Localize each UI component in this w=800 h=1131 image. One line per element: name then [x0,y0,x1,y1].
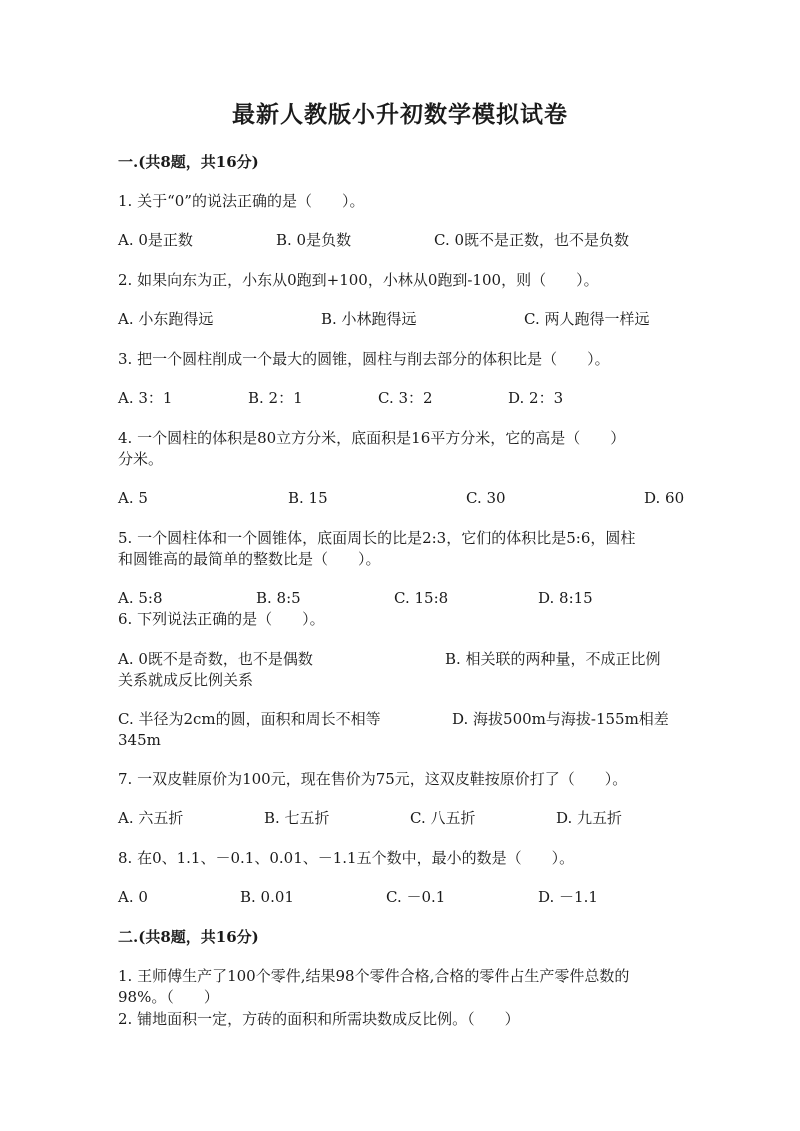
question-6-option-d: D. 海拔500m与海拔-155m相差 [452,710,669,728]
question-8-option-c: C. －0.1 [386,888,446,906]
question-3-stem: 3. 把一个圆柱削成一个最大的圆锥，圆柱与削去部分的体积比是（ ）。 [118,350,610,368]
question-3-option-d: D. 2：3 [508,389,564,407]
question-6-option-b: B. 相关联的两种量，不成正比例 [445,650,661,668]
question-5-option-c: C. 15:8 [394,589,449,607]
question-7-option-b: B. 七五折 [264,809,330,827]
question-5-stem-line-1: 5. 一个圆柱体和一个圆锥体，底面周长的比是2:3，它们的体积比是5:6，圆柱 [118,529,636,547]
page-title: 最新人教版小升初数学模拟试卷 [232,101,568,128]
question-8-option-b: B. 0.01 [240,888,294,906]
question-4-option-c: C. 30 [466,489,506,507]
question-7-stem: 7. 一双皮鞋原价为100元，现在售价为75元，这双皮鞋按原价打了（ ）。 [118,770,628,788]
question-8-option-d: D. －1.1 [538,888,598,906]
question-5-option-a: A. 5:8 [118,589,163,607]
question-8-stem: 8. 在0、1.1、－0.1、0.01、－1.1五个数中，最小的数是（ ）。 [118,849,575,867]
question-2-option-b: B. 小林跑得远 [321,310,417,328]
question-1-option-b: B. 0是负数 [276,231,352,249]
question-4-option-a: A. 5 [118,489,148,507]
question-4-option-b: B. 15 [288,489,328,507]
truefalse-1-line-1: 1. 王师傅生产了100个零件,结果98个零件合格,合格的零件占生产零件总数的 [118,967,630,985]
question-1-stem: 1. 关于“0”的说法正确的是（ ）。 [118,192,365,210]
question-6-option-a: A. 0既不是奇数，也不是偶数 [118,650,313,668]
question-1-option-c: C. 0既不是正数，也不是负数 [434,231,630,249]
section-heading-2: 二.(共8题，共16分) [118,928,259,946]
question-7-option-a: A. 六五折 [118,809,184,827]
truefalse-2-line-1: 2. 铺地面积一定，方砖的面积和所需块数成反比例。（ ） [118,1010,520,1028]
question-4-option-d: D. 60 [644,489,685,507]
question-3-option-a: A. 3：1 [118,389,173,407]
question-4-stem-line-1: 4. 一个圆柱的体积是80立方分米，底面积是16平方分米，它的高是（ ） [118,429,626,447]
question-3-option-b: B. 2：1 [248,389,303,407]
question-6-option-c: C. 半径为2cm的圆，面积和周长不相等 [118,710,381,728]
section-heading-1: 一.(共8题，共16分) [118,153,259,171]
question-2-stem: 2. 如果向东为正，小东从0跑到+100，小林从0跑到-100，则（ ）。 [118,271,599,289]
question-4-stem-line-2: 分米。 [118,450,164,468]
question-5-stem-line-2: 和圆锥高的最简单的整数比是（ ）。 [118,550,381,568]
question-5-option-b: B. 8:5 [256,589,301,607]
question-2-option-c: C. 两人跑得一样远 [524,310,650,328]
question-7-option-c: C. 八五折 [410,809,476,827]
question-3-option-c: C. 3：2 [378,389,433,407]
question-8-option-a: A. 0 [118,888,148,906]
question-6-option-b-continued: 关系就成反比例关系 [118,671,254,689]
question-2-option-a: A. 小东跑得远 [118,310,214,328]
truefalse-1-line-2: 98%。（ ） [118,988,219,1006]
question-5-option-d: D. 8:15 [538,589,593,607]
question-6-option-d-continued: 345m [118,731,161,749]
question-1-option-a: A. 0是正数 [118,231,193,249]
question-6-stem: 6. 下列说法正确的是（ ）。 [118,610,325,628]
question-7-option-d: D. 九五折 [556,809,623,827]
